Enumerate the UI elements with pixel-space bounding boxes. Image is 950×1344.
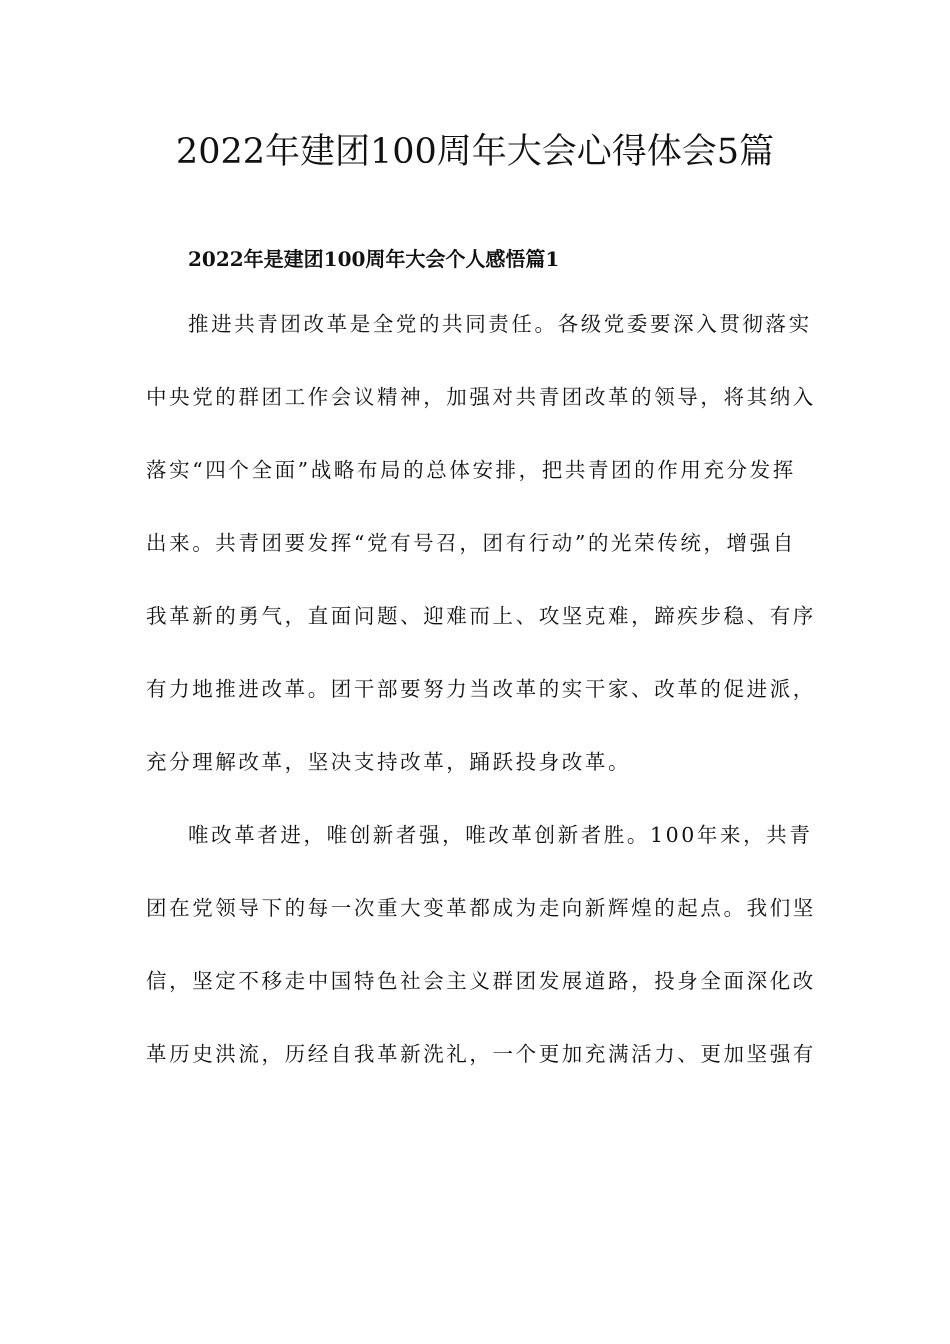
paragraph-line: 唯改革者进，唯创新者强，唯改革创新者胜。100年来，共青 bbox=[188, 823, 813, 847]
paragraph-line: 中央党的群团工作会议精神，加强对共青团改革的领导，将其纳入 bbox=[146, 385, 816, 409]
paragraph-line: 有力地推进改革。团干部要努力当改革的实干家、改革的促进派， bbox=[146, 677, 816, 701]
document-title: 2022年建团100周年大会心得体会5篇 bbox=[175, 132, 775, 172]
paragraph-line: 我革新的勇气，直面问题、迎难而上、攻坚克难，蹄疾步稳、有序 bbox=[146, 604, 816, 628]
paragraph-line: 出来。共青团要发挥“党有号召，团有行动”的光荣传统，增强自 bbox=[146, 531, 796, 555]
paragraph-line: 推进共青团改革是全党的共同责任。各级党委要深入贯彻落实 bbox=[188, 312, 812, 336]
paragraph-line: 革历史洪流，历经自我革新洗礼，一个更加充满活力、更加坚强有 bbox=[146, 1042, 816, 1066]
paragraph-line: 团在党领导下的每一次重大变革都成为走向新辉煌的起点。我们坚 bbox=[146, 896, 816, 920]
section-heading: 2022年是建团100周年大会个人感悟篇1 bbox=[188, 247, 560, 271]
paragraph-line: 落实“四个全面”战略布局的总体安排，把共青团的作用充分发挥 bbox=[146, 458, 796, 482]
paragraph-line: 信，坚定不移走中国特色社会主义群团发展道路，投身全面深化改 bbox=[146, 969, 816, 993]
paragraph-line: 充分理解改革，坚决支持改革，踊跃投身改革。 bbox=[146, 750, 632, 774]
